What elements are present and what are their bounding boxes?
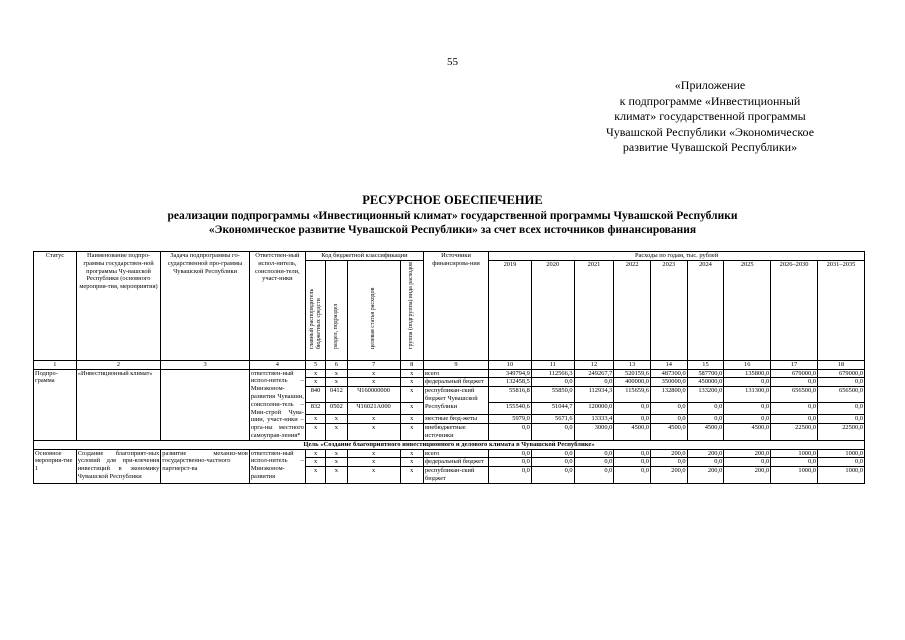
- code-cell: x: [347, 415, 400, 424]
- value-cell: 3000,0: [574, 424, 614, 441]
- value-cell: 133200,0: [687, 387, 724, 403]
- value-cell: 249267,7: [574, 369, 614, 378]
- code-cell: x: [305, 458, 325, 467]
- column-number: 16: [724, 360, 771, 369]
- appendix-line: Чувашской Республики «Экономическое: [605, 124, 815, 139]
- appendix-note: [560, 78, 860, 156]
- header-sources: Источники финансирова-ния: [423, 252, 488, 361]
- value-cell: 55850,0: [531, 387, 574, 403]
- code-cell: x: [326, 369, 347, 378]
- header-expenses: Расходы по годам, тыс. рублей: [489, 252, 865, 261]
- value-cell: 0,0: [687, 415, 724, 424]
- cell-executor: ответствен-ный испол-нитель – Минэконом-развития: [249, 449, 305, 483]
- column-number: 8: [400, 360, 423, 369]
- cell-name: Создание благоприят-ных условий для при-влечения инвестиций в экономику Чувашской Республики: [76, 449, 161, 483]
- value-cell: 0,0: [650, 403, 687, 415]
- column-number: 12: [574, 360, 614, 369]
- column-number: 6: [326, 360, 347, 369]
- value-cell: 0,0: [531, 424, 574, 441]
- header-year: 2019: [489, 260, 532, 360]
- value-cell: 0,0: [531, 378, 574, 387]
- value-cell: 0,0: [614, 467, 651, 484]
- header-year: 2020: [531, 260, 574, 360]
- cell-status: Подпро-грамма: [34, 369, 77, 440]
- value-cell: 0,0: [489, 449, 532, 458]
- value-cell: 656500,0: [771, 387, 818, 403]
- value-cell: 131300,0: [724, 387, 771, 403]
- value-cell: 132800,0: [650, 387, 687, 403]
- value-cell: 200,0: [687, 449, 724, 458]
- value-cell: 22500,0: [817, 424, 864, 441]
- value-cell: 0,0: [817, 403, 864, 415]
- page-number: 55: [447, 56, 458, 68]
- column-number: 14: [650, 360, 687, 369]
- goal-text: Цель «Создание благоприятного инвестиционного и делового климата в Чувашской Республике»: [34, 440, 865, 449]
- value-cell: 132458,5: [489, 378, 532, 387]
- code-cell: x: [400, 369, 423, 378]
- header-name: Наименование подпро-граммы государствен-ной программы Чу-вашской Республики (основного мероприя-тия, мероприятия): [76, 252, 161, 361]
- value-cell: 520159,6: [614, 369, 651, 378]
- header-year: 2025: [724, 260, 771, 360]
- source-cell: всего: [423, 449, 488, 458]
- value-cell: 1000,0: [817, 449, 864, 458]
- header-group-cell: [400, 260, 423, 360]
- value-cell: 112934,3: [574, 387, 614, 403]
- value-cell: 155540,6: [489, 403, 532, 415]
- header-year: 2024: [687, 260, 724, 360]
- table-row: [34, 449, 865, 458]
- value-cell: 0,0: [574, 467, 614, 484]
- code-cell: x: [326, 378, 347, 387]
- resource-table: [33, 251, 865, 484]
- value-cell: 656500,0: [817, 387, 864, 403]
- column-number: 4: [249, 360, 305, 369]
- value-cell: 487300,0: [650, 369, 687, 378]
- code-cell: x: [305, 449, 325, 458]
- header-target-cell: [347, 260, 400, 360]
- value-cell: 5671,6: [531, 415, 574, 424]
- code-cell: x: [326, 415, 347, 424]
- value-cell: 112566,3: [531, 369, 574, 378]
- value-cell: 120000,0: [574, 403, 614, 415]
- code-cell: x: [347, 467, 400, 484]
- value-cell: 1000,0: [817, 467, 864, 484]
- value-cell: 0,0: [489, 424, 532, 441]
- header-executor: Ответствен-ный испол-нитель, соисполни-тели, участ-ники: [249, 252, 305, 361]
- header-year: 2026–2030: [771, 260, 818, 360]
- value-cell: 22500,0: [771, 424, 818, 441]
- value-cell: 0,0: [724, 378, 771, 387]
- header-year: 2021: [574, 260, 614, 360]
- value-cell: 0,0: [489, 467, 532, 484]
- code-cell: x: [326, 424, 347, 441]
- code-cell: x: [305, 415, 325, 424]
- value-cell: 349794,9: [489, 369, 532, 378]
- code-cell: x: [305, 378, 325, 387]
- value-cell: 200,0: [650, 449, 687, 458]
- value-cell: 0,0: [687, 403, 724, 415]
- value-cell: 55816,8: [489, 387, 532, 403]
- source-cell: всего: [423, 369, 488, 378]
- value-cell: 0,0: [531, 467, 574, 484]
- source-cell: республикан-ский бюджет: [423, 467, 488, 484]
- value-cell: 135800,0: [724, 369, 771, 378]
- column-number: 3: [161, 360, 250, 369]
- source-cell: местные бюд-жеты: [423, 415, 488, 424]
- header-grbs-cell: [305, 260, 325, 360]
- value-cell: 0,0: [771, 403, 818, 415]
- value-cell: 679000,0: [771, 369, 818, 378]
- value-cell: 0,0: [771, 458, 818, 467]
- source-cell: республикан-ский бюджет Чувашской Республики: [423, 387, 488, 415]
- value-cell: 0,0: [724, 403, 771, 415]
- code-cell: x: [305, 467, 325, 484]
- cell-task: развитие механиз-мов государственно-частного партнерст-ва: [161, 449, 250, 483]
- appendix-line: развитие Чувашской Республики»: [622, 140, 798, 154]
- value-cell: 450000,0: [687, 378, 724, 387]
- value-cell: 0,0: [614, 458, 651, 467]
- code-cell: x: [326, 458, 347, 467]
- column-number-row: [34, 360, 865, 369]
- header-row: [34, 252, 865, 261]
- column-number: 13: [614, 360, 651, 369]
- goal-row: [34, 440, 865, 449]
- value-cell: 4500,0: [687, 424, 724, 441]
- title-line-1: РЕСУРСНОЕ ОБЕСПЕЧЕНИЕ: [362, 193, 543, 207]
- code-cell: x: [400, 387, 423, 403]
- value-cell: 0,0: [614, 415, 651, 424]
- value-cell: 0,0: [614, 403, 651, 415]
- cell-status: Основное мероприя-тие 1: [34, 449, 77, 483]
- code-cell: x: [347, 424, 400, 441]
- code-cell: x: [347, 449, 400, 458]
- title-line-3: «Экономическое развитие Чувашской Республики» за счет всех источников финансирования: [208, 224, 697, 236]
- value-cell: 679000,0: [817, 369, 864, 378]
- header-section-cell: [326, 260, 347, 360]
- code-cell: x: [400, 467, 423, 484]
- cell-task: [161, 369, 250, 440]
- value-cell: 0,0: [771, 415, 818, 424]
- column-number: 7: [347, 360, 400, 369]
- value-cell: 0,0: [817, 415, 864, 424]
- source-cell: внебюджетные источники: [423, 424, 488, 441]
- value-cell: 0,0: [817, 458, 864, 467]
- column-number: 10: [489, 360, 532, 369]
- appendix-line: климат» государственной программы: [614, 109, 806, 123]
- value-cell: 350000,0: [650, 378, 687, 387]
- value-cell: 200,0: [687, 467, 724, 484]
- value-cell: 13333,4: [574, 415, 614, 424]
- appendix-line: к подпрограмме «Инвестиционный: [619, 93, 801, 108]
- column-number: 15: [687, 360, 724, 369]
- code-cell: x: [400, 458, 423, 467]
- main-activity-block: [34, 449, 865, 483]
- column-number: 1: [34, 360, 77, 369]
- value-cell: 0,0: [614, 449, 651, 458]
- header-grbs: главный распорядитель бюджетных средств: [308, 288, 322, 349]
- value-cell: 200,0: [650, 467, 687, 484]
- code-cell: x: [326, 467, 347, 484]
- value-cell: 5979,0: [489, 415, 532, 424]
- value-cell: 0,0: [574, 378, 614, 387]
- value-cell: 0,0: [489, 458, 532, 467]
- column-number: 18: [817, 360, 864, 369]
- header-year: 2023: [650, 260, 687, 360]
- code-cell: x: [400, 403, 423, 415]
- value-cell: 0,0: [531, 458, 574, 467]
- cell-executor: ответствен-ный испол-нитель – Минэконом-развития Чувашии, соисполни-тель – Мин-строй Чува-шии, участ-ники – орга-ны местного самоуправ-ления*: [250, 369, 304, 439]
- code-cell: x: [305, 424, 325, 441]
- value-cell: 0,0: [724, 458, 771, 467]
- code-cell: x: [400, 415, 423, 424]
- code-cell: Ч16021A000: [347, 403, 400, 415]
- column-number: 17: [771, 360, 818, 369]
- value-cell: 1000,0: [771, 449, 818, 458]
- value-cell: 1000,0: [771, 467, 818, 484]
- code-cell: 0412: [326, 387, 347, 403]
- appendix-line: «Приложение: [674, 78, 746, 92]
- value-cell: 4500,0: [724, 424, 771, 441]
- header-task: Задача подпрограммы го-сударственной про-граммы Чувашской Республики: [161, 252, 250, 361]
- header-section: раздел, подраздел: [332, 303, 339, 349]
- code-cell: x: [400, 449, 423, 458]
- source-cell: федеральный бюджет: [423, 458, 488, 467]
- code-cell: x: [305, 369, 325, 378]
- value-cell: 0,0: [574, 449, 614, 458]
- code-cell: 832: [305, 403, 325, 415]
- code-cell: 840: [305, 387, 325, 403]
- value-cell: 0,0: [574, 458, 614, 467]
- code-cell: x: [326, 449, 347, 458]
- header-year: 2022: [614, 260, 651, 360]
- value-cell: 200,0: [724, 467, 771, 484]
- document-title: [0, 192, 905, 237]
- table-row: [34, 369, 865, 378]
- value-cell: 4500,0: [614, 424, 651, 441]
- value-cell: 0,0: [531, 449, 574, 458]
- column-number: 9: [423, 360, 488, 369]
- source-cell: федеральный бюджет: [423, 378, 488, 387]
- column-number: 11: [531, 360, 574, 369]
- header-group: группа (подгруппа) вида расходов: [408, 261, 415, 349]
- header-target: целевая статья расходов: [370, 287, 377, 349]
- code-cell: x: [400, 378, 423, 387]
- value-cell: 200,0: [724, 449, 771, 458]
- value-cell: 587700,0: [687, 369, 724, 378]
- header-budget-code: Код бюджетной классификации: [305, 252, 423, 261]
- value-cell: 0,0: [650, 458, 687, 467]
- subprogram-block: [34, 369, 865, 440]
- value-cell: 115659,6: [614, 387, 651, 403]
- column-number: 2: [76, 360, 161, 369]
- value-cell: 0,0: [650, 415, 687, 424]
- value-cell: 0,0: [724, 415, 771, 424]
- cell-name: «Инвестиционный климат»: [76, 369, 161, 440]
- code-cell: x: [347, 378, 400, 387]
- code-cell: Ч160000000: [347, 387, 400, 403]
- header-status: Статус: [34, 252, 77, 361]
- header-year: 2031–2035: [817, 260, 864, 360]
- value-cell: 400000,0: [614, 378, 651, 387]
- code-cell: x: [400, 424, 423, 441]
- value-cell: 4500,0: [650, 424, 687, 441]
- column-number: 5: [305, 360, 325, 369]
- value-cell: 0,0: [817, 378, 864, 387]
- code-cell: 0502: [326, 403, 347, 415]
- value-cell: 51044,7: [531, 403, 574, 415]
- value-cell: 0,0: [771, 378, 818, 387]
- code-cell: x: [347, 458, 400, 467]
- code-cell: x: [347, 369, 400, 378]
- title-line-2: реализации подпрограммы «Инвестиционный климат» государственной программы Чувашской Республики: [167, 210, 738, 222]
- value-cell: 0,0: [687, 458, 724, 467]
